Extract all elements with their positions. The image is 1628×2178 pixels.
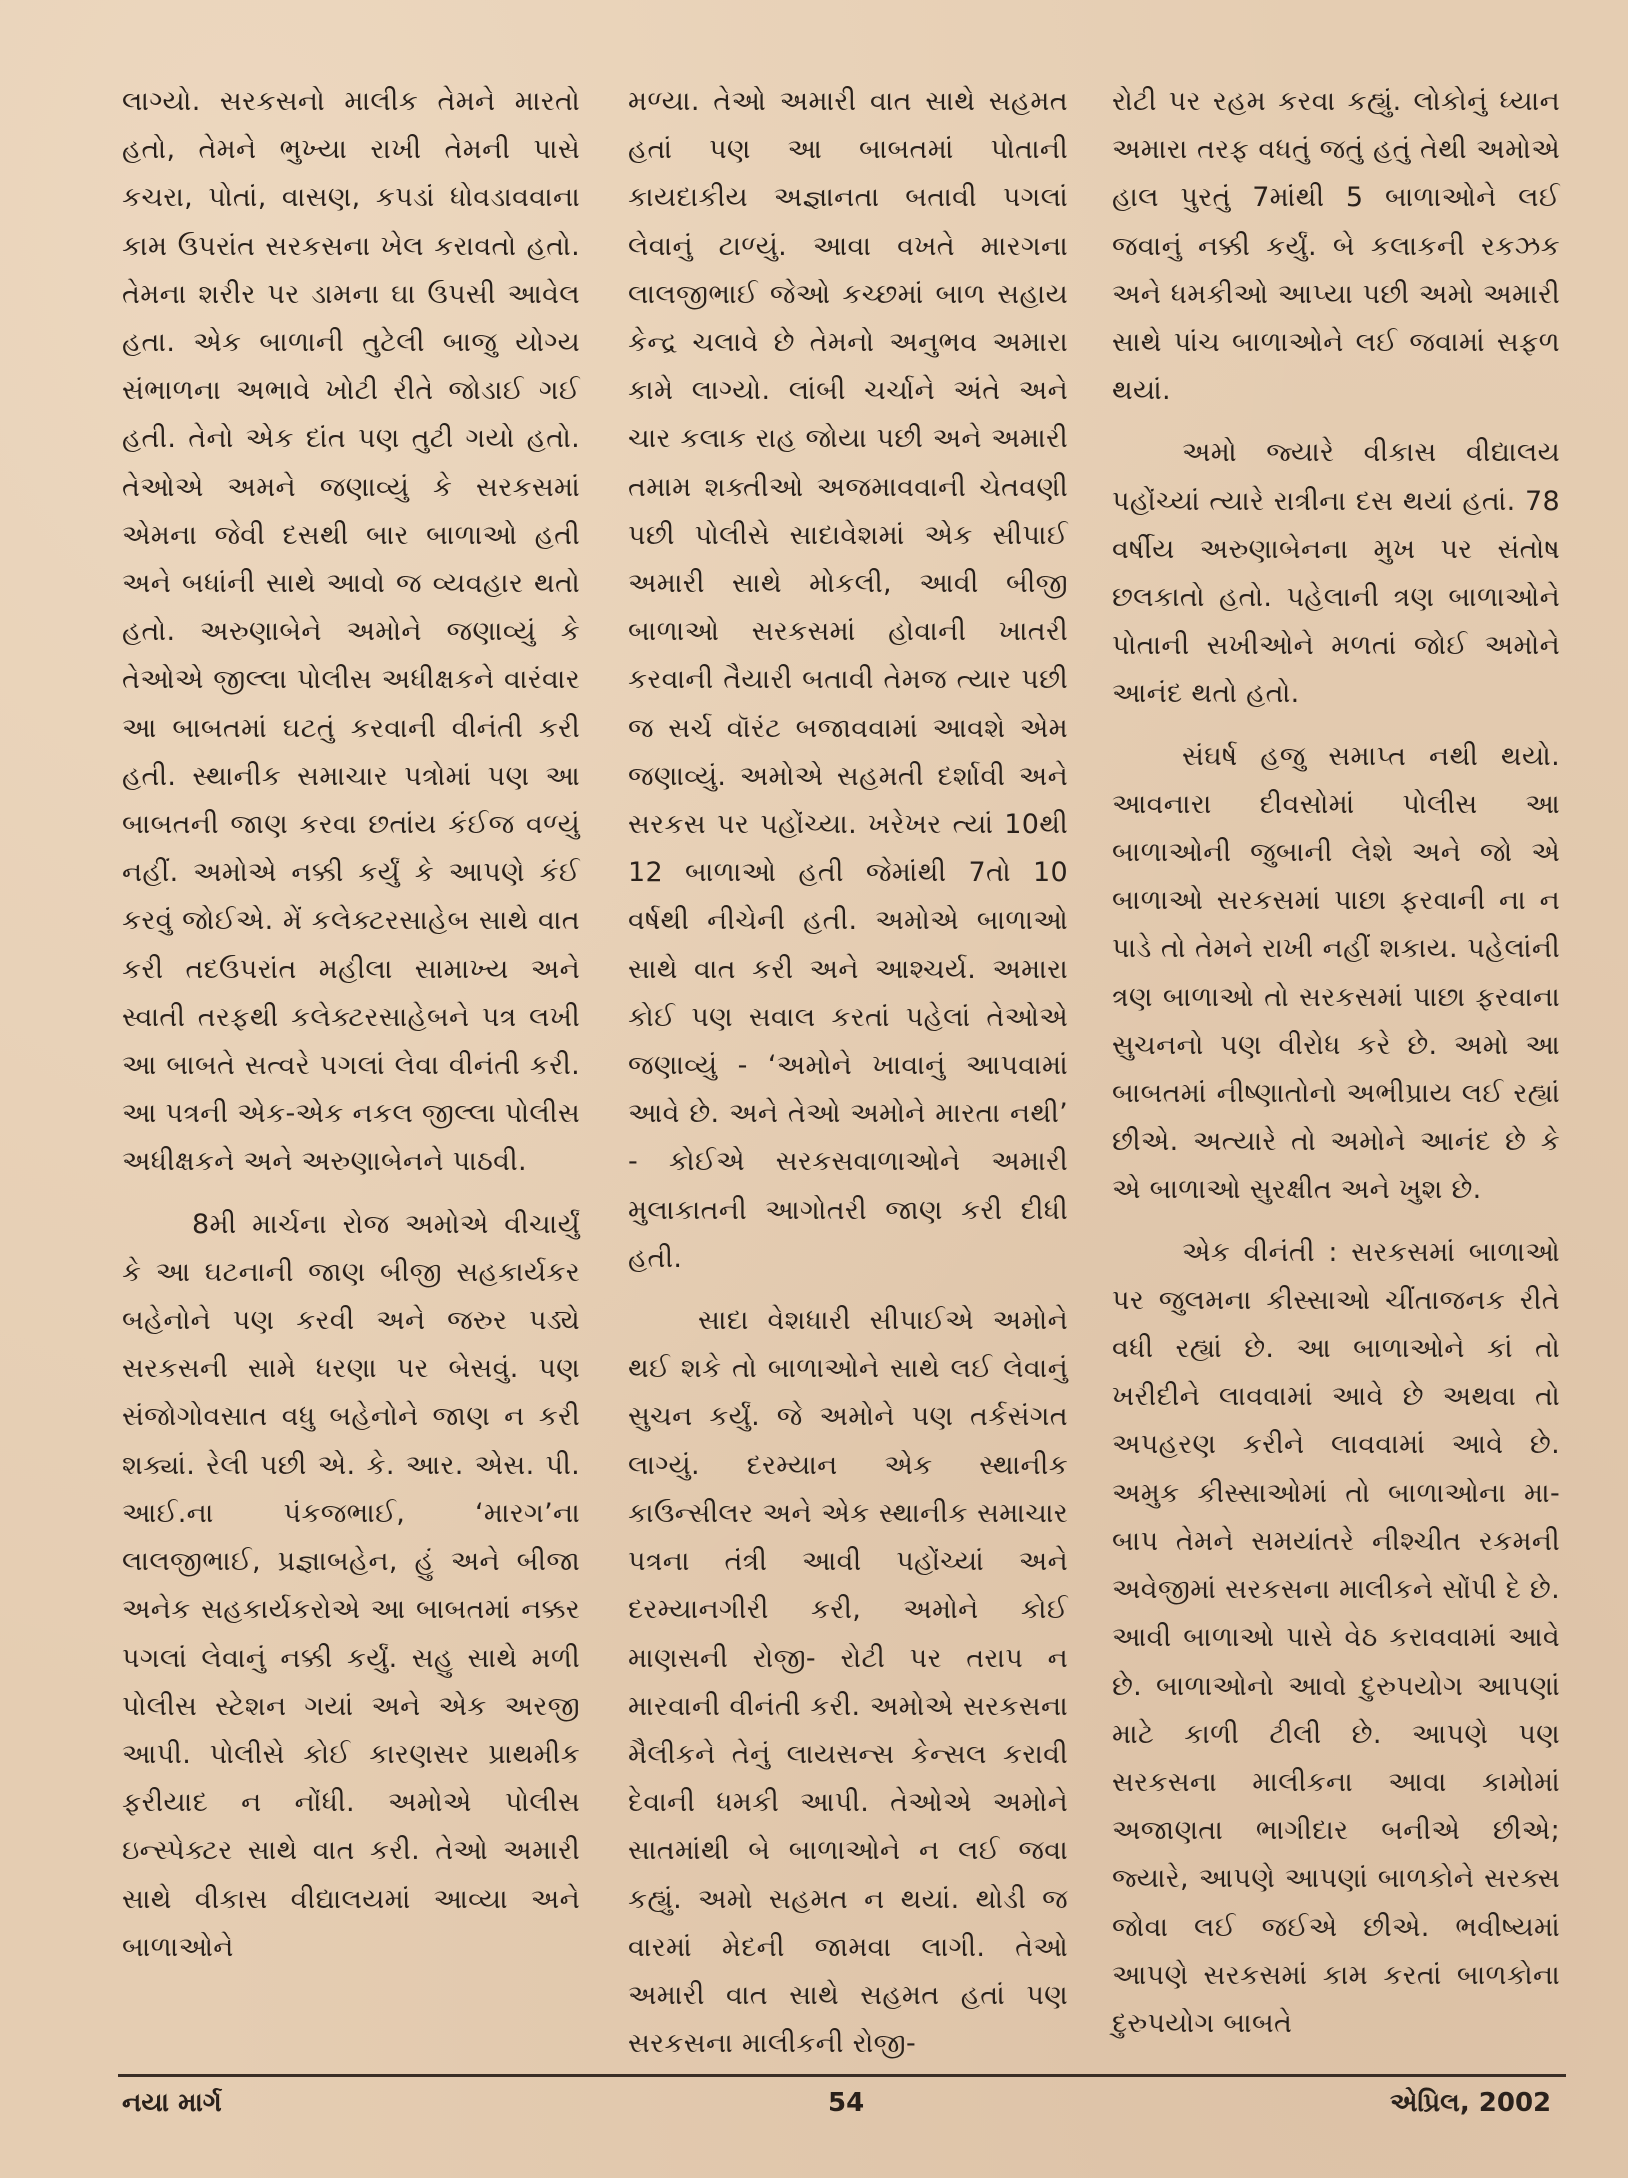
text-column-2 [628,78,1068,2068]
paragraph: મળ્યા. તેઓ અમારી વાત સાથે સહમત હતાં પણ આ બાબતમાં પોતાની કાયદાકીય અજ્ઞાનતા બતાવી પગલાં લેવાનું ટાળ્યું. આવા વખતે મારગના લાલજીભાઈ જેઓ કચ્છમાં બાળ સહાય કેન્દ્ર ચલાવે છે તેમનો અનુભવ અમારા કામે લાગ્યો. લાંબી ચર્ચાને અંતે અને ચાર કલાક રાહ જોયા પછી અને અમારી તમામ શક્તીઓ અજમાવવાની ચેતવણી પછી પોલીસે સાદાવેશમાં એક સીપાઈ અમારી સાથે મોકલી, આવી બીજી બાળાઓ સરકસમાં હોવાની ખાતરી કરવાની તૈયારી બતાવી તેમજ ત્યાર પછી જ સર્ચ વૉરંટ બજાવવામાં આવશે એમ જણાવ્યું. અમોએ સહમતી દર્શાવી અને સરકસ પર પહોંચ્યા. ખરેખર ત્યાં 10થી 12 બાળાઓ હતી જેમાંથી 7તો 10 વર્ષથી નીચેની હતી. અમોએ બાળાઓ સાથે વાત કરી અને આશ્ચર્ય. અમારા કોઈ પણ સવાલ કરતાં પહેલાં તેઓએ જણાવ્યું - ‘અમોને ખાવાનું આપવામાં આવે છે. અને તેઓ અમોને મારતા નથી’ - કોઈએ સરકસવાળાઓને અમારી મુલાકાતની આગોતરી જાણ કરી દીધી હતી. [628,86,1068,1274]
paragraph: એક વીનંતી : સરકસમાં બાળાઓ પર જુલમના કીસ્સાઓ ચીંતાજનક રીતે વધી રહ્યાં છે. આ બાળાઓને કાં તો ખરીદીને લાવવામાં આવે છે અથવા તો અપહરણ કરીને લાવવામાં આવે છે. અમુક કીસ્સાઓમાં તો બાળાઓના મા-બાપ તેમને સમયાંતરે નીશ્ચીત રકમની અવેજીમાં સરકસના માલીકને સોંપી દે છે. આવી બાળાઓ પાસે વેઠ કરાવવામાં આવે છે. બાળાઓનો આવો દુરુપયોગ આપણાં માટે કાળી ટીલી છે. આપણે પણ સરકસના માલીકના આવા કામોમાં અજાણતા ભાગીદાર બનીએ છીએ; જ્યારે, આપણે આપણાં બાળકોને સરક્સ જોવા લઈ જઈએ છીએ. ભવીષ્યમાં આપણે સરકસમાં કામ કરતાં બાળકોના દુરુપયોગ બાબતે [1112,1236,1560,2039]
text-column-1 [122,78,580,1972]
paragraph: અમો જ્યારે વીકાસ વીદ્યાલય પહોંચ્યાં ત્યારે રાત્રીના દસ થયાં હતાં. 78 વર્ષીય અરુણાબેનના મુખ પર સંતોષ છલકાતો હતો. પહેલાની ત્રણ બાળાઓને પોતાની સખીઓને મળતાં જોઈ અમોને આનંદ થતો હતો. [1112,437,1560,710]
paragraph: સાદા વેશધારી સીપાઈએ અમોને થઈ શકે તો બાળાઓને સાથે લઈ લેવાનું સુચન કર્યું. જે અમોને પણ તર્કસંગત લાગ્યું. દરમ્યાન એક સ્થાનીક કાઉન્સીલર અને એક સ્થાનીક સમાચાર પત્રના તંત્રી આવી પહોંચ્યાં અને દરમ્યાનગીરી કરી, અમોને કોઈ માણસની રોજી- રોટી પર તરાપ ન મારવાની વીનંતી કરી. અમોએ સરકસના મૈલીકને તેનું લાયસન્સ કેન્સલ કરાવી દેવાની ધમકી આપી. તેઓએ અમોને સાતમાંથી બે બાળાઓને ન લઈ જવા કહ્યું. અમો સહમત ન થયાં. થોડી જ વારમાં મેદની જામવા લાગી. તેઓ અમારી વાત સાથે સહમત હતાં પણ સરકસના માલીકની રોજી- [628,1305,1068,2060]
paragraph: લાગ્યો. સરકસનો માલીક તેમને મારતો હતો, તેમને ભુખ્યા રાખી તેમની પાસે કચરા, પોતાં, વાસણ, કપડાં ધોવડાવવાના કામ ઉપરાંત સરકસના ખેલ કરાવતો હતો. તેમના શરીર પર ડામના ઘા ઉપસી આવેલ હતા. એક બાળાની તુટેલી બાજુ યોગ્ય સંભાળના અભાવે ખોટી રીતે જોડાઈ ગઈ હતી. તેનો એક દાંત પણ તુટી ગયો હતો. તેઓએ અમને જણાવ્યું કે સરકસમાં એમના જેવી દસથી બાર બાળાઓ હતી અને બધાંની સાથે આવો જ વ્યવહાર થતો હતો. અરુણાબેને અમોને જણાવ્યું કે તેઓએ જીલ્લા પોલીસ અધીક્ષકને વારંવાર આ બાબતમાં ઘટતું કરવાની વીનંતી કરી હતી. સ્થાનીક સમાચાર પત્રોમાં પણ આ બાબતની જાણ કરવા છતાંય કંઈજ વળ્યું નહીં. અમોએ નક્કી કર્યું કે આપણે કંઈ કરવું જોઈએ. મેં કલેક્ટરસાહેબ સાથે વાત કરી તદઉપરાંત મહીલા સામાખ્ય અને સ્વાતી તરફથી કલેક્ટરસાહેબને પત્ર લખી આ બાબતે સત્વરે પગલાં લેવા વીનંતી કરી. આ પત્રની એક-એક નકલ જીલ્લા પોલીસ અધીક્ષકને અને અરુણાબેનને પાઠવી. [122,86,580,1178]
page-number: 54 [828,2088,865,2118]
magazine-name: નયા માર્ગ [122,2088,222,2118]
issue-date: એપ્રિલ, 2002 [1390,2088,1552,2118]
paragraph: રોટી પર રહમ કરવા કહ્યું. લોકોનું ધ્યાન અમારા તરફ વધતું જતું હતું તેથી અમોએ હાલ પુરતું 7માંથી 5 બાળાઓને લઈ જવાનું નક્કી કર્યું. બે કલાકની રકઝક અને ધમકીઓ આપ્યા પછી અમો અમારી સાથે પાંચ બાળાઓને લઈ જવામાં સફળ થયાં. [1112,86,1560,407]
text-column-3 [1112,78,1560,2048]
paragraph: સંઘર્ષ હજુ સમાપ્ત નથી થયો. આવનારા દીવસોમાં પોલીસ આ બાળાઓની જુબાની લેશે અને જો એ બાળાઓ સરકસમાં પાછા ફરવાની ના ન પાડે તો તેમને રાખી નહીં શકાય. પહેલાંની ત્રણ બાળાઓ તો સરકસમાં પાછા ફરવાના સુચનનો પણ વીરોધ કરે છે. અમો આ બાબતમાં નીષ્ણાતોનો અભીપ્રાય લઈ રહ્યાં છીએ. અત્યારે તો અમોને આનંદ છે કે એ બાળાઓ સુરક્ષીત અને ખુશ છે. [1112,740,1560,1206]
footer-divider [118,2074,1566,2077]
paragraph: 8મી માર્ચના રોજ અમોએ વીચાર્યું કે આ ઘટનાની જાણ બીજી સહકાર્યકર બહેનોને પણ કરવી અને જરુર પડ્યે સરકસની સામે ધરણા પર બેસવું. પણ સંજોગોવસાત વધુ બહેનોને જાણ ન કરી શક્યાં. રેલી પછી એ. કે. આર. એસ. પી. આઈ.ના પંકજભાઈ, ‘મારગ’ના લાલજીભાઈ, પ્રજ્ઞાબહેન, હું અને બીજા અનેક સહકાર્યકરોએ આ બાબતમાં નક્કર પગલાં લેવાનું નક્કી કર્યું. સહુ સાથે મળી પોલીસ સ્ટેશન ગયાં અને એક અરજી આપી. પોલીસે કોઈ કારણસર પ્રાથમીક ફરીયાદ ન નોંધી. અમોએ પોલીસ ઇન્સ્પેક્ટર સાથે વાત કરી. તેઓ અમારી સાથે વીકાસ વીદ્યાલયમાં આવ્યા અને બાળાઓને [122,1208,580,1963]
